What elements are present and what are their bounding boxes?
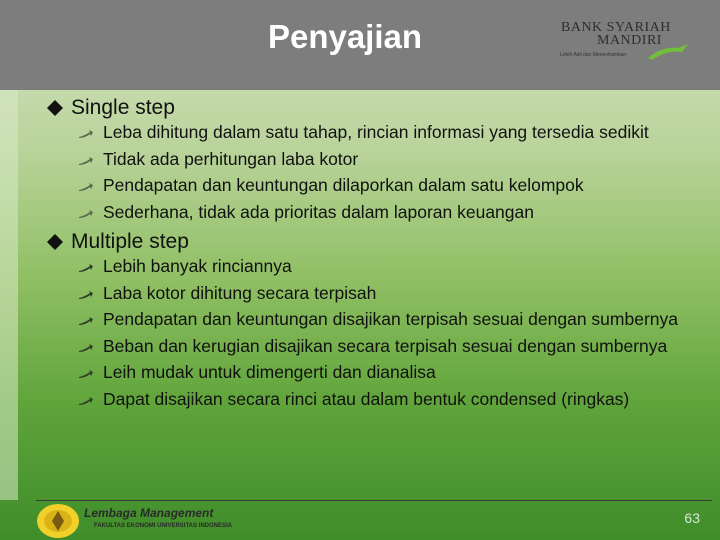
footer-divider	[36, 500, 712, 501]
bank-logo	[558, 20, 690, 62]
arrow-bullet-icon	[78, 182, 94, 192]
list-item-text: Pendapatan dan keuntungan disajikan terpisah sesuai dengan sumbernya	[103, 309, 679, 329]
list-item	[78, 202, 711, 224]
list-item	[78, 309, 711, 331]
list-item-text: Beban dan kerugian disajikan secara terpisah sesuai dengan sumbernya	[103, 335, 668, 356]
diamond-bullet-icon	[46, 233, 64, 251]
page-number: 63	[684, 510, 700, 526]
list-item-text: Leba dihitung dalam satu tahap, rincian informasi yang tersedia sedikit	[103, 122, 649, 142]
list-item-text: Leih mudak untuk dimengerti dan dianalisa	[103, 362, 436, 382]
diamond-bullet-icon	[46, 99, 64, 117]
slide-content	[46, 94, 711, 415]
arrow-bullet-icon	[78, 290, 94, 300]
list-item-text: Tidak ada perhitungan laba kotor	[103, 148, 359, 169]
footer-org-subtitle: FAKULTAS EKONOMI UNIVERSITAS INDONESIA	[94, 523, 233, 529]
list-item-text: Laba kotor dihitung secara terpisah	[103, 282, 377, 303]
list-item	[78, 149, 711, 171]
section-heading-label: Single step	[71, 96, 175, 119]
section-multiple-step	[46, 228, 711, 410]
bullet-list	[46, 256, 711, 410]
arrow-bullet-icon	[78, 209, 94, 219]
list-item	[78, 122, 711, 144]
arrow-bullet-icon	[78, 396, 94, 406]
section-heading	[46, 228, 711, 256]
left-accent-bar	[0, 90, 18, 500]
arrow-bullet-icon	[78, 369, 94, 379]
list-item	[78, 283, 711, 305]
arrow-bullet-icon	[78, 156, 94, 166]
list-item-text: Pendapatan dan keuntungan dilaporkan dalam satu kelompok	[103, 175, 584, 195]
list-item-text: Lebih banyak rinciannya	[103, 256, 292, 276]
logo-tagline: Lebih Adil dan Menentramkan	[560, 52, 627, 58]
list-item	[78, 362, 711, 384]
section-heading-label: Multiple step	[71, 230, 189, 253]
university-emblem-icon	[36, 503, 80, 539]
section-heading	[46, 94, 711, 122]
section-single-step	[46, 94, 711, 223]
arrow-bullet-icon	[78, 343, 94, 353]
list-item	[78, 389, 711, 411]
list-item	[78, 256, 711, 278]
arrow-bullet-icon	[78, 316, 94, 326]
slide-title: Penyajian	[267, 18, 423, 55]
list-item-text: Sederhana, tidak ada prioritas dalam laporan keuangan	[103, 201, 534, 222]
logo-swoosh-icon	[648, 44, 688, 60]
footer-org-name: Lembaga Management	[84, 506, 214, 520]
list-item	[78, 336, 711, 358]
bullet-list	[46, 122, 711, 223]
list-item-text: Dapat disajikan secara rinci atau dalam bentuk condensed (ringkas)	[103, 388, 630, 409]
logo-text-line2: MANDIRI	[597, 33, 662, 48]
logo-text-line1: BANK SYARIAH	[561, 20, 671, 35]
list-item	[78, 175, 711, 197]
arrow-bullet-icon	[78, 263, 94, 273]
arrow-bullet-icon	[78, 129, 94, 139]
